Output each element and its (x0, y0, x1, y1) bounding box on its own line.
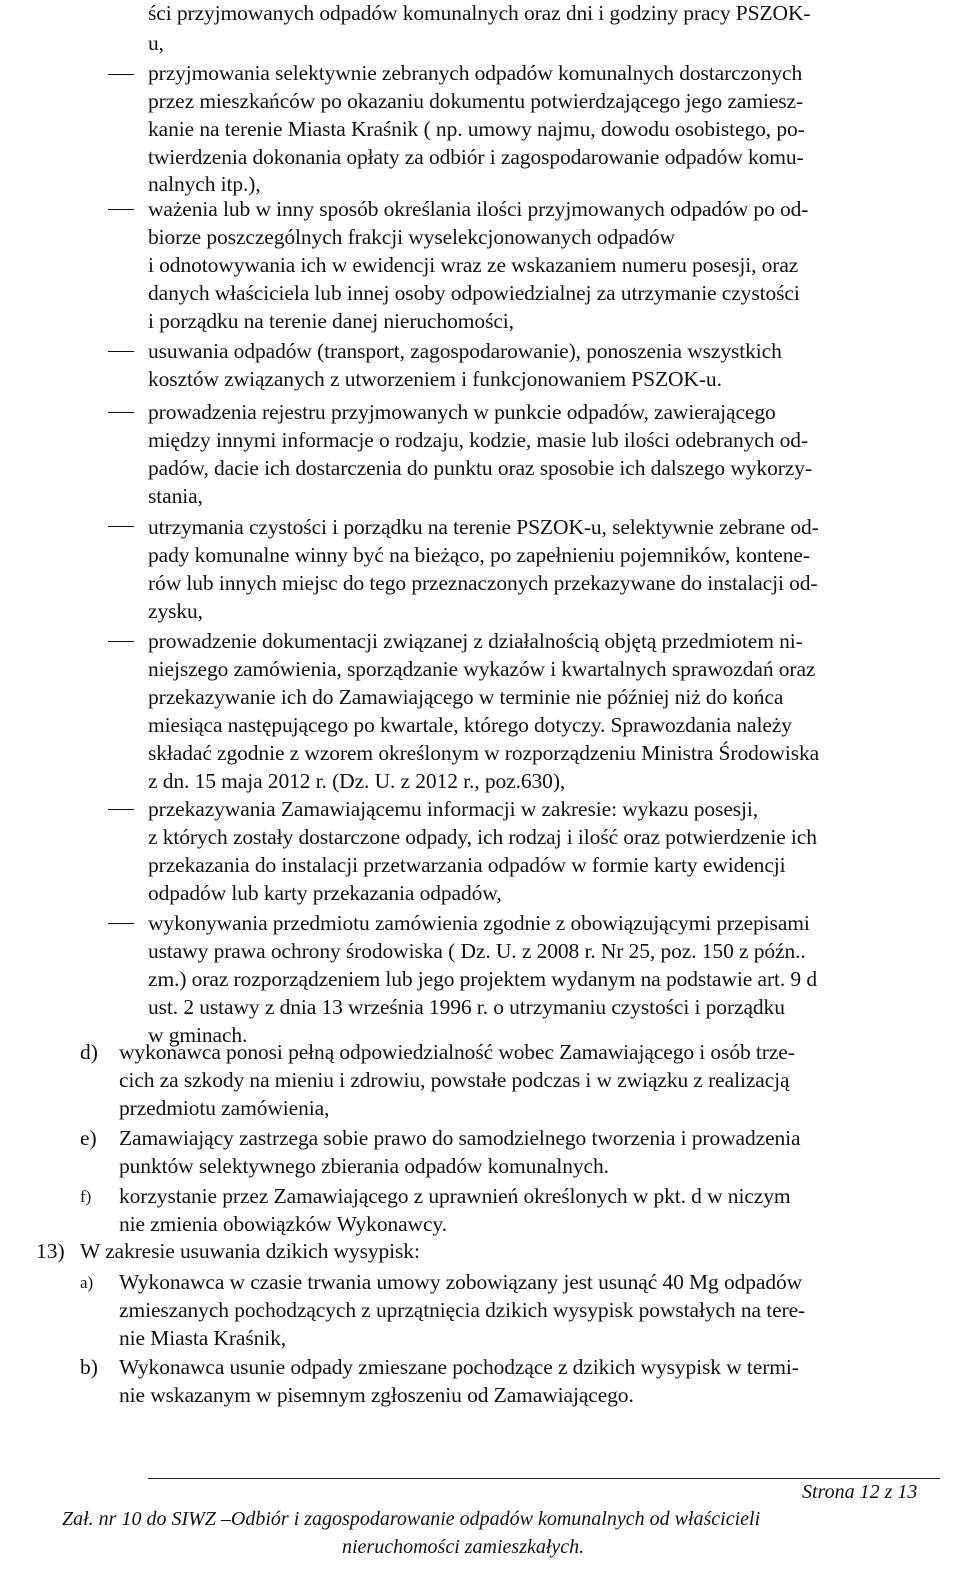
text-line: między innymi informacje o rodzaju, kodzie, masie lub ilości odebranych od- (148, 428, 808, 452)
text-line: Wykonawca usunie odpady zmieszane pochodzące z dzikich wysypisk w termi- (119, 1355, 799, 1379)
text-line: przedmiotu zamówienia, (119, 1096, 330, 1120)
text-line: ści przyjmowanych odpadów komunalnych oraz dni i godziny pracy PSZOK- (148, 1, 811, 25)
text-line: ust. 2 ustawy z dnia 13 września 1996 r. o utrzymaniu czystości i porządku (148, 995, 785, 1019)
dash-bullet (108, 351, 134, 352)
text-line: twierdzenia dokonania opłaty za odbiór i zagospodarowanie odpadów komu- (148, 145, 804, 169)
dash-bullet (108, 641, 134, 642)
text-line: nalnych itp.), (148, 172, 261, 196)
text-line: W zakresie usuwania dzikich wysypisk: (80, 1239, 420, 1263)
list-marker-13: 13) (36, 1239, 65, 1263)
footer-line-1: Zał. nr 10 do SIWZ –Odbiór i zagospodarowanie odpadów komunalnych od właścicieli (62, 1508, 761, 1530)
text-line: cich za szkody na mieniu i zdrowiu, powstałe podczas i w związku z realizacją (119, 1068, 790, 1092)
text-line: korzystanie przez Zamawiającego z uprawnień określonych w pkt. d w niczym (119, 1184, 791, 1208)
text-line: składać zgodnie z wzorem określonym w rozporządzeniu Ministra Środowiska (148, 741, 820, 765)
text-line: punktów selektywnego zbierania odpadów komunalnych. (119, 1154, 609, 1178)
dash-bullet (108, 526, 134, 527)
dash-bullet (108, 809, 134, 810)
text-line: niejszego zamówienia, sporządzanie wykazów i kwartalnych sprawozdań oraz (148, 657, 816, 681)
text-line: biorze poszczególnych frakcji wyselekcjonowanych odpadów (148, 225, 675, 249)
list-marker-b: b) (80, 1355, 98, 1379)
text-line: wykonawca ponosi pełną odpowiedzialność wobec Zamawiającego i osób trze- (119, 1040, 795, 1064)
text-line: zmieszanych pochodzących z uprzątnięcia dzikich wysypisk powstałych na tere- (119, 1298, 806, 1322)
text-line: przez mieszkańców po okazaniu dokumentu potwierdzającego jego zamiesz- (148, 89, 804, 113)
text-line: wykonywania przedmiotu zamówienia zgodnie z obowiązującymi przepisami (148, 911, 810, 935)
text-line: prowadzenie dokumentacji związanej z działalnością objętą przedmiotem ni- (148, 629, 803, 653)
text-line: Zamawiający zastrzega sobie prawo do samodzielnego tworzenia i prowadzenia (119, 1126, 801, 1150)
text-line: odpadów lub karty przekazania odpadów, (148, 881, 502, 905)
text-line: rów lub innych miejsc do tego przeznaczonych przekazywane do instalacji od- (148, 571, 818, 595)
text-line: utrzymania czystości i porządku na terenie PSZOK-u, selektywnie zebrane od- (148, 515, 819, 539)
text-line: nie wskazanym w pisemnym zgłoszeniu od Zamawiającego. (119, 1383, 634, 1407)
dash-bullet (108, 209, 134, 210)
text-line: przekazywania Zamawiającemu informacji w zakresie: wykazu posesji, (148, 797, 759, 821)
text-line: kanie na terenie Miasta Kraśnik ( np. umowy najmu, dowodu osobistego, po- (148, 117, 805, 141)
dash-bullet (108, 412, 134, 413)
text-line: prowadzenia rejestru przyjmowanych w punkcie odpadów, zawierającego (148, 400, 776, 424)
text-line: ustawy prawa ochrony środowiska ( Dz. U. z 2008 r. Nr 25, poz. 150 z późn.. (148, 939, 806, 963)
text-line: w gminach. (148, 1023, 248, 1047)
list-marker-d: d) (80, 1040, 98, 1064)
text-line: nie Miasta Kraśnik, (119, 1326, 287, 1350)
text-line: miesiąca następującego po kwartale, którego dotyczy. Sprawozdania należy (148, 713, 792, 737)
text-line: przekazywanie ich do Zamawiającego w terminie nie później niż do końca (148, 685, 784, 709)
page-number: Strona 12 z 13 (802, 1481, 918, 1503)
text-line: Wykonawca w czasie trwania umowy zobowiązany jest usunąć 40 Mg odpadów (119, 1270, 803, 1294)
text-line: zm.) oraz rozporządzeniem lub jego projektem wydanym na podstawie art. 9 d (148, 967, 818, 991)
text-line: danych właściciela lub innej osoby odpowiedzialnej za utrzymanie czystości (148, 281, 800, 305)
text-line: nie zmienia obowiązków Wykonawcy. (119, 1212, 447, 1236)
text-line: z których zostały dostarczone odpady, ich rodzaj i ilość oraz potwierdzenie ich (148, 825, 817, 849)
text-line: i odnotowywania ich w ewidencji wraz ze wskazaniem numeru posesji, oraz (148, 253, 799, 277)
dash-bullet (108, 74, 134, 75)
dash-bullet (108, 923, 134, 924)
text-line: przyjmowania selektywnie zebranych odpadów komunalnych dostarczonych (148, 61, 803, 85)
text-line: przekazania do instalacji przetwarzania odpadów w formie karty ewidencji (148, 853, 786, 877)
text-line: kosztów związanych z utworzeniem i funkcjonowaniem PSZOK-u. (148, 367, 722, 391)
text-line: usuwania odpadów (transport, zagospodarowanie), ponoszenia wszystkich (148, 339, 782, 363)
text-line: pady komunalne winny być na bieżąco, po zapełnieniu pojemników, kontene- (148, 543, 810, 567)
text-line: stania, (148, 484, 203, 508)
text-line: padów, dacie ich dostarczenia do punktu oraz sposobie ich dalszego wykorzy- (148, 456, 812, 480)
text-line: z dn. 15 maja 2012 r. (Dz. U. z 2012 r., poz.630), (148, 769, 566, 793)
list-marker-a: a) (80, 1273, 94, 1292)
list-marker-e: e) (80, 1126, 97, 1150)
list-marker-f: f) (80, 1187, 92, 1206)
footer-rule (148, 1478, 940, 1479)
text-line: u, (148, 31, 164, 55)
footer-line-2: nieruchomości zamieszkałych. (342, 1536, 585, 1558)
text-line: zysku, (148, 599, 203, 623)
text-line: i porządku na terenie danej nieruchomości, (148, 309, 514, 333)
text-line: ważenia lub w inny sposób określania ilości przyjmowanych odpadów po od- (148, 197, 809, 221)
